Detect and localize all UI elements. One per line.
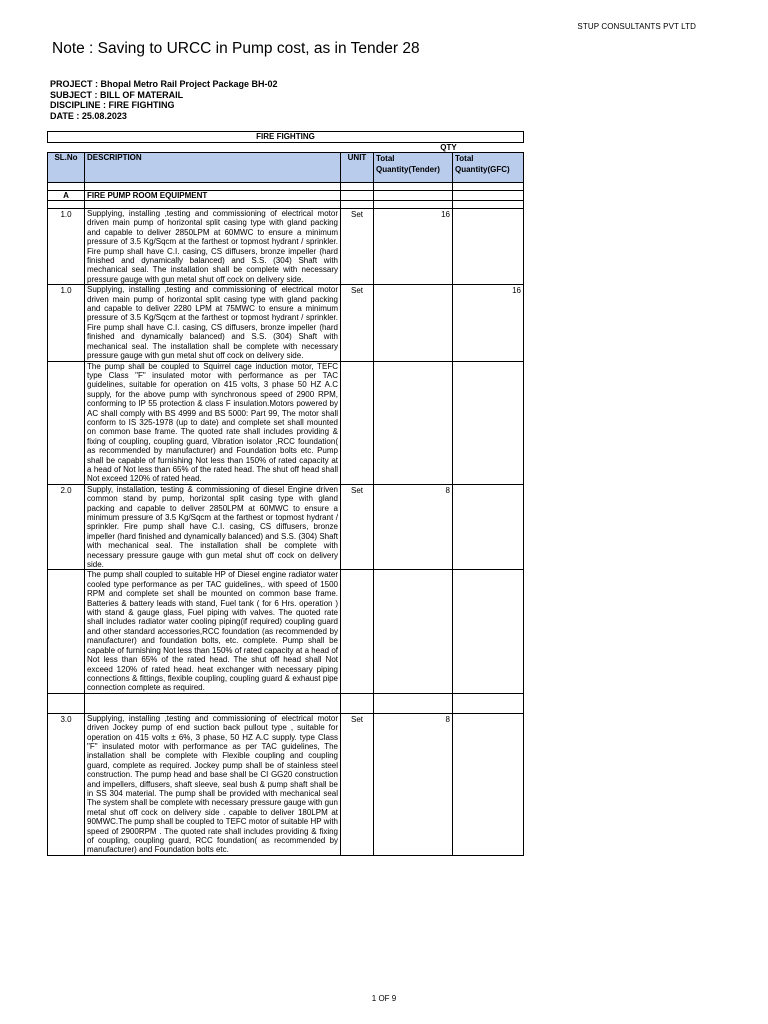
spacer-row: [48, 693, 524, 713]
subject-line: SUBJECT : BILL OF MATERAIL: [50, 89, 184, 100]
row-tender-qty: 16: [374, 209, 453, 285]
row-tender-qty: [374, 570, 453, 693]
date-line: DATE : 25.08.2023: [50, 110, 127, 121]
col-header-description: DESCRIPTION: [85, 153, 341, 183]
row-gfc-qty: [453, 484, 524, 570]
col-header-tender: Total Quantity(Tender): [374, 153, 453, 183]
note-text: Note : Saving to URCC in Pump cost, as in Tender 28: [52, 40, 420, 57]
qty-label: QTY: [374, 143, 524, 153]
spacer-row: [48, 201, 524, 209]
row-gfc-qty: [453, 209, 524, 285]
row-sl: 2.0: [48, 484, 85, 570]
document-meta: [50, 79, 278, 121]
section-code: A: [48, 191, 85, 201]
row-description: Supplying, installing ,testing and commissioning of electrical motor driven main pump of horizontal split casing type with gland packing and capable to deliver 2850LPM at 60MWC to ensure a minimum pressure of 3.5 Kg/Sqcm at the farthest or topmost hydrant / sprinkler. Fire pump shall have C.I. casing, CS diffusers, bronze impeller (hard finished and dynamically balanced) and S.S. (304) Shaft with mechanical seal. The installation shall be complete with necessary pressure gauge with gun metal shut off cock on delivery side.: [85, 209, 341, 285]
row-tender-qty: [374, 285, 453, 361]
row-unit: [341, 361, 374, 484]
col-header-sl: SL.No: [48, 153, 85, 183]
column-header-row: [48, 153, 524, 183]
row-sl: [48, 361, 85, 484]
row-description: Supplying, installing ,testing and commissioning of electrical motor driven Jockey pump of end suction back pullout type , suitable for operation on 415 volts ± 6%, 3 phase, 50 HZ A.C supply. type Class "F" insulated motor with performance as per TAC guidelines, The installation shall be complete with Flexible coupling and coupling guard, complete as required. Jockey pump shall be of stainless steel construction. The pump head and base shall be CI GG20 construction and impellers, diffusers, shaft sleeve, seal bush & pump shaft shall be in SS 304 material. The pump shall be provided with mechanical seal The system shall be complete with necessary pressure gauge with gun metal shut off cock on delivery side . capable to deliver 180LPM at 90MWC.The pump shall be coupled to TEFC motor of suitable HP with speed of 2900RPM . The quoted rate shall includes providing & fixing of coupling, coupling guard, RCC foundation( as recommended by manufacturer) and Foundation bolts etc.: [85, 713, 341, 855]
row-description: Supply, installation, testing & commissioning of diesel Engine driven common stand by pump, horizontal split casing type with gland packing and capable to deliver 2850LPM at 60MWC to ensure a minimum pressure of 3.5 Kg/Sqcm at the farthest or topmost hydrant / sprinkler. Fire pump shall have C.I. casing, CS diffusers, bronze impeller (hard finished and dynamically balanced) and S.S. (304) Shaft with mechanical seal. The installation shall be complete with necessary pressure gauge with gun metal shut off cock on delivery side.: [85, 484, 341, 570]
qty-header-row: [48, 143, 524, 153]
col-header-unit: UNIT: [341, 153, 374, 183]
table-title: FIRE FIGHTING: [48, 132, 524, 143]
project-line: PROJECT : Bhopal Metro Rail Project Package BH-02: [50, 79, 278, 89]
row-unit: Set: [341, 209, 374, 285]
section-row: [48, 191, 524, 201]
row-sl: 1.0: [48, 285, 85, 361]
table-row: [48, 484, 524, 570]
row-gfc-qty: 16: [453, 285, 524, 361]
row-sl: 3.0: [48, 713, 85, 855]
row-tender-qty: 8: [374, 484, 453, 570]
row-gfc-qty: [453, 713, 524, 855]
table-title-row: [48, 132, 524, 143]
row-gfc-qty: [453, 570, 524, 693]
table-row: [48, 570, 524, 693]
section-title: FIRE PUMP ROOM EQUIPMENT: [85, 191, 341, 201]
row-unit: [341, 570, 374, 693]
row-unit: Set: [341, 484, 374, 570]
row-description: The pump shall coupled to suitable HP of Diesel engine radiator water cooled type performance as per TAC guidelines,. with speed of 1500 RPM and complete set shall be mounted on common base frame. Batteries & battery leads with stand, Fuel tank ( for 6 Hrs. operation ) with stand & gauge glass, Fuel piping with valves. The quoted rate shall includes radiator water cooling piping(if required) coupling guard and other standard accessories,RCC foundation (as recommended by manufacturer) and foundation bolts, etc. complete. Pump shall be capable of furnishing Not less than 150% of rated capacity at a head of Not less than 65% of the rated head. The shut off head shall Not exceed 120% of rated head. heat exchanger with necessary piping connections & fittings, flexible coupling, coupling guard & exhaust pipe connection complete as required.: [85, 570, 341, 693]
row-tender-qty: [374, 361, 453, 484]
row-description: Supplying, installing ,testing and commissioning of electrical motor driven main pump of horizontal split casing type with gland packing and capable to deliver 2280 LPM at 75MWC to ensure a minimum pressure of 3.5 Kg/Sqcm at the farthest or topmost hydrant / sprinkler. Fire pump shall have C.I. casing, CS diffusers, bronze impeller (hard finished and dynamically balanced) and S.S. (304) Shaft with mechanical seal. The installation shall be complete with necessary pressure gauge with gun metal shut off cock on delivery side.: [85, 285, 341, 361]
row-unit: Set: [341, 285, 374, 361]
discipline-line: DISCIPLINE : FIRE FIGHTING: [50, 100, 175, 110]
row-sl: [48, 570, 85, 693]
table-row: [48, 209, 524, 285]
table-row: [48, 285, 524, 361]
row-unit: Set: [341, 713, 374, 855]
table-row: [48, 361, 524, 484]
page-number: 1 OF 9: [371, 994, 397, 1003]
row-sl: 1.0: [48, 209, 85, 285]
row-gfc-qty: [453, 361, 524, 484]
company-name: STUP CONSULTANTS PVT LTD: [577, 22, 696, 31]
row-description: The pump shall be coupled to Squirrel cage induction motor, TEFC type Class "F" insulated motor with performance as per TAC guidelines, suitable for operation on 415 volts, 3 phase 50 HZ A.C supply, for the above pump with synchronous speed of 2900 RPM, conforming to IP 55 protection & class F insulation.Motors powered by AC shall comply with BS 4999 and BS 5000: Part 99, The motor shall conform to IS 325-1978 (up to date) and complete set shall mounted on common base frame. The quoted rate shall includes providing & fixing of coupling, coupling guard, Vibration isolator ,RCC foundation( as recommended by manufacturer) and Foundation bolts etc. Pump shall be capable of furnishing Not less than 150% of rated capacity at a head of Not less than 65% of the rated head. The shut off head shall Not exceed 120% of rated head.: [85, 361, 341, 484]
spacer-row: [48, 183, 524, 191]
row-tender-qty: 8: [374, 713, 453, 855]
bill-of-material-table: [47, 131, 524, 856]
table-row: [48, 713, 524, 855]
col-header-gfc: Total Quantity(GFC): [453, 153, 524, 183]
